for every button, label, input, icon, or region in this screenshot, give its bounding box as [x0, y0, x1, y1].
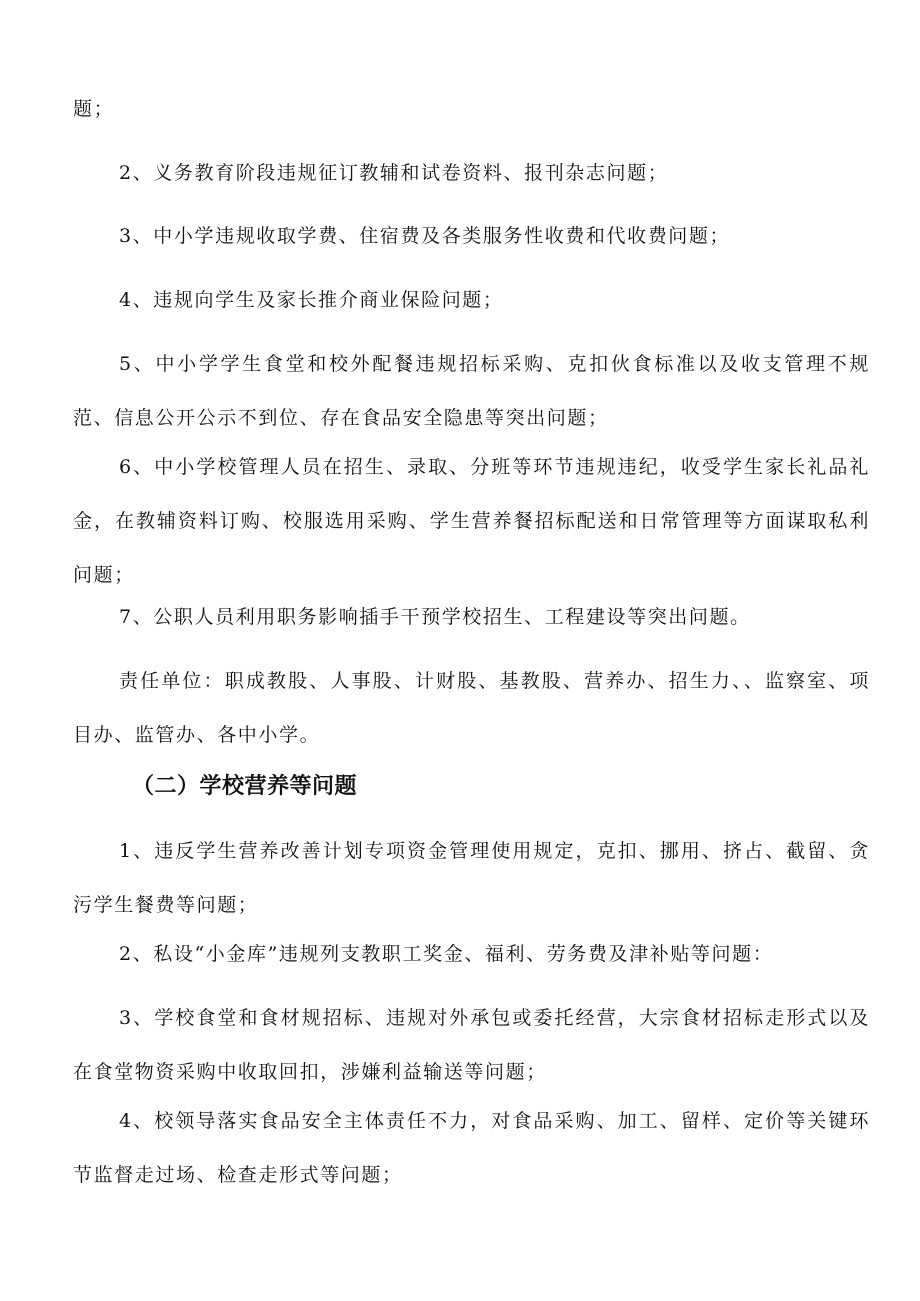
paragraph-section2-item-1: 1、违反学生营养改善计划专项资金管理使用规定，克扣、挪用、挤占、截留、贪污学生餐费等问题； [73, 840, 870, 916]
paragraph-section2-item-2: 2、私设“小金库”违规列支教职工奖金、福利、劳务费及津补贴等问题： [119, 943, 774, 965]
paragraph-section2-item-3: 3、学校食堂和食材规招标、违规对外承包或委托经营，大宗食材招标走形式以及在食堂物资采购中收取回扣，涉嫌利益输送等问题； [73, 1007, 870, 1083]
paragraph-continued: 题； [73, 98, 115, 120]
section-heading: （二）学校营养等问题 [132, 774, 358, 799]
paragraph-item-7: 7、公职人员利用职务影响插手干预学校招生、工程建设等突出问题。 [119, 606, 751, 628]
paragraph-item-3: 3、中小学违规收取学费、住宿费及各类服务性收费和代收费问题； [119, 225, 731, 247]
paragraph-item-5: 5、中小学学生食堂和校外配餐违规招标采购、克扣伙食标准以及收支管理不规范、信息公开公示不到位、存在食品安全隐患等突出问题； [73, 353, 870, 429]
paragraph-item-4: 4、违规向学生及家长推介商业保险问题； [119, 289, 504, 311]
responsible-units-paragraph: 责任单位：职成教股、人事股、计财股、基教股、营养办、招生力、、监察室、项目办、监管办、各中小学。 [73, 670, 870, 746]
paragraph-item-2: 2、义务教育阶段违规征订教辅和试卷资料、报刊杂志问题； [119, 162, 669, 184]
paragraph-section2-item-4: 4、校领导落实食品安全主体责任不力，对食品采购、加工、留样、定价等关键环节监督走过场、检查走形式等问题； [73, 1110, 870, 1186]
paragraph-item-6: 6、中小学校管理人员在招生、录取、分班等环节违规违纪，收受学生家长礼品礼金，在教辅资料订购、校服选用采购、学生营养餐招标配送和日常管理等方面谋取私利问题； [73, 456, 870, 586]
